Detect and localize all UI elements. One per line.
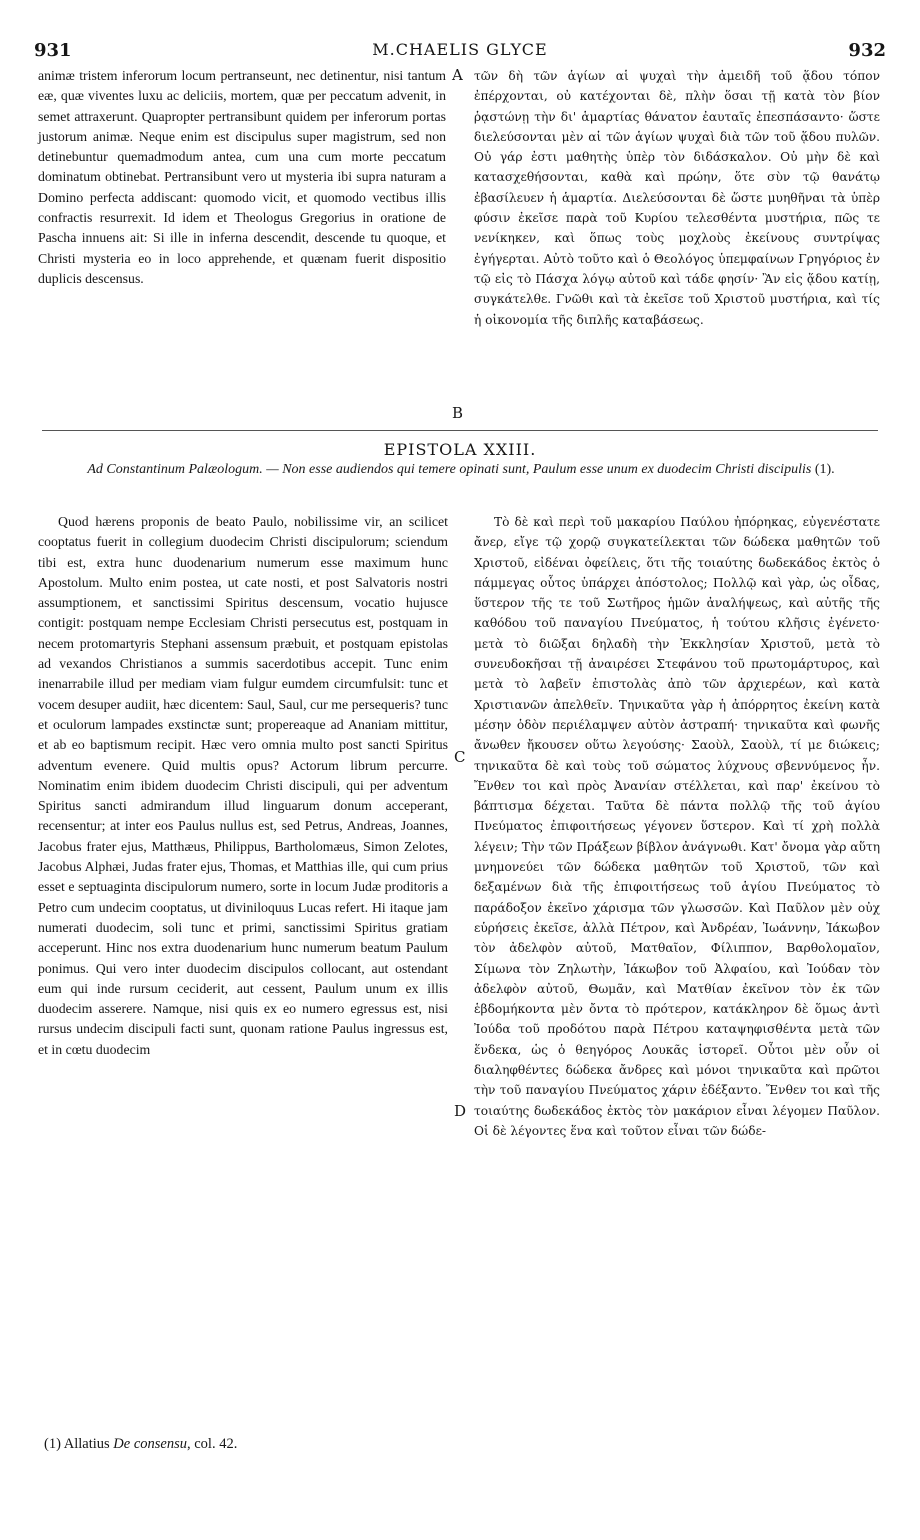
body-greek-column — [474, 512, 880, 1141]
section-divider — [42, 430, 878, 431]
top-greek-text: τῶν δὴ τῶν ἁγίων αἱ ψυχαὶ τὴν ἀμειδῆ τοῦ ᾅδου τόπον ἐπέρχονται, οὐ κατέχονται δὲ, πλὴν ὅσαι τῇ κατὰ τὸν βίον ῥᾳστώνῃ τὴν δι' ἁμαρτίας θάνατον ἐαυταῖς ἐπεσπάσαντο· ὥστε διελεύσονται μὲν αἱ τῶν ἁγίων ψυχαὶ διὰ τῶν τοῦ ᾅδου πυλῶν. Οὐ γάρ ἐστι μαθητὴς ὑπὲρ τὸν διδάσκαλον. Οὐ μὴν δὲ καὶ κατασχεθήσονται, καθὰ καὶ πρώην, ὅτε σὺν τῷ θανάτῳ ἐβασίλευεν ἡ ἁμαρτία. Διελεύσονται δὲ ὥστε μυηθῆναι τὰ ὑπὲρ φύσιν ἐκεῖσε παρὰ τοῦ Κυρίου τελεσθέντα μυστήρια, πῶς τε νενίκηκεν, καὶ ὅπως τοὺς μοχλοὺς ἐκείνους συντρίψας ἐγήγερται. Αὐτὸ τοῦτο καὶ ὁ Θεολόγος ὑπεμφαίνων Γρηγόριος ἐν τῷ εἰς τὸ Πάσχα λόγῳ αὐτοῦ καὶ τάδε φησίν· Ἂν εἰς ᾅδου κατίῃ, συγκάτελθε. Γνῶθι καὶ τὰ ἐκεῖσε τοῦ Χριστοῦ μυστήρια, καὶ τίς ἡ οἰκονομία τῆς διπλῆς καταβάσεως. — [474, 69, 880, 327]
top-greek-column — [474, 66, 880, 330]
epistola-summary-text: Ad Constantinum Palæologum. — Non esse audiendos qui temere opinati sunt, Paulum esse unum ex duodecim Christi discipulis — [87, 462, 812, 477]
epistola-summary-note: (1). — [811, 462, 835, 477]
page-header — [34, 40, 886, 66]
top-latin-text: animæ tristem inferorum locum pertranseunt, nec detinentur, nisi tantum eæ, quæ viventes luxu ac deliciis, mortem, quæ per peccatum advenit, in semet attraxerunt. Quapropter pertransibunt quidem per inferorum portas justorum animæ. Neque enim est discipulus super magistrum, sed non detinebuntur quemadmodum antea, cum una cum morte peccatum dominatum obtinebat. Pertransibunt vero ut mysteria ibi supra naturam a Domino perfecta addiscant: quomodo vicit, et quomodo vectibus illis confractis resurrexit. Id idem et Theologus Gregorius in oratione de Pascha innuens ait: Si ille in inferna descendit, descende tu quoque, et Christi mysteria eo in loco apprehende, et quænam fuerit dispositio duplicis descensus. — [38, 68, 446, 286]
body-latin-column — [38, 512, 448, 1060]
body-latin-text: Quod hærens proponis de beato Paulo, nobilissime vir, an scilicet cooptatus fuerit in collegium duodecim Christi discipulorum; sciendum tibi est, extra hunc duodenarium numerum esse maximum hunc Apostolum. Multo enim postea, ut cate nosti, et post Salvatoris nostri assumptionem, et sanctissimi Spiritus descensum, vocatio hujusce contigit: postquam nempe Ecclesiam Christi persecutus est, postquam in necem protomartyris Stephani assensum præbuit, et postquam epistolas ad vexandos Christianos a summis sacerdotibus accepit. Tunc enim inenarrabile illud per mediam viam fulgur eumdem circumfulsit: tunc et vocem desuper audiit, hæc dicentem: Saul, Saul, cur me persequeris? tunc et oculorum lampades exstinctæ sunt; propereaque ad Ananiam mittitur, et ab eo baptismum recipit. Hæc vero omnia multo post sancti Spiritus adventum evenere. Quid multis opus? Actorum librum percurre. Nominatim enim ibidem duodecim Christi discipuli, qui per adventum Spiritus sancti admirandum illud linguarum donum acceperant, recensentur; at inter eos Paulus nullus est, sed Petrus, Andreas, Joannes, Jacobus frater ejus, Matthæus, Philippus, Bartholomæus, Simon Zelotes, Jacobus Alphæi, Judas frater ejus, Thomas, et Matthias ille, qui cum prius esset e septuaginta discipulorum numero, sorte in locum Judæ proditoris a Petro cum undecim cooptatus, ut diviniloquus Lucas refert. Hi itaque jam numerati duodecim, soli tunc et primi, sanctissimi Spiritus gratiam acceperunt. Hinc nos extra duodenarium hunc numerum beatum Paulum ponimus. Qui vero inter duodecim discipulos collocant, aut ostendant eum qui inde rursum ceciderit, aut cessent, Paulum unum ex illis duodecim asserere. Namque, nisi quis ex eo numero egressus est, nisi rursus undecim discipuli facti sunt, quonam ratione Paulus ingressus est, et in cœtu duodecim — [38, 514, 448, 1057]
footnote-work: De consensu — [113, 1436, 187, 1452]
margin-marker-d: D — [454, 1102, 467, 1120]
epistola-title: EPISTOLA XXIII. — [383, 440, 537, 459]
top-latin-column — [38, 66, 446, 289]
footnote — [44, 1436, 237, 1453]
footnote-mark: (1) Allatius — [44, 1436, 114, 1452]
running-title: M.CHAELIS GLYCE — [372, 40, 548, 59]
footnote-rest: , col. 42. — [186, 1436, 238, 1452]
margin-marker-a: A — [452, 66, 463, 84]
margin-marker-b: B — [452, 404, 464, 422]
margin-marker-c: C — [454, 748, 466, 766]
epistola-summary — [42, 462, 880, 478]
right-page-number: 932 — [848, 40, 886, 61]
left-page-number: 931 — [34, 40, 72, 61]
body-greek-text: Τὸ δὲ καὶ περὶ τοῦ μακαρίου Παύλου ἠπόρηκας, εὐγενέστατε ἄνερ, εἴγε τῷ χορῷ συγκατείλεκται τῶν δώδεκα μαθητῶν τοῦ Χριστοῦ, εἰδέναι ὀφείλεις, ὅτι τῆς τοιαύτης δωδεκάδος ἐκτὸς ὁ πάμμεγας οὗτος ὑπάρχει ἀπόστολος; Πολλῷ καὶ γὰρ, ὡς οἶδας, ὕστερον τῆς τε τοῦ Σωτῆρος ἡμῶν ἀναλήψεως, καὶ αὐτῆς τῆς καθόδου τοῦ παναγίου Πνεύματος, ἡ τούτου κλῆσις ἐγένετο· μετὰ τὸ διῶξαι δηλαδὴ τὴν Ἐκκλησίαν Χριστοῦ, μετὰ τὸ συνευδοκῆσαι τῇ ἀναιρέσει Στεφάνου τοῦ πρωτομάρτυρος, καὶ μετὰ τὸ λαβεῖν ἐπιστολὰς ἀπὸ τῶν ἀρχιερέων, καὶ κατὰ Χριστιανῶν ἀπελθεῖν. Τηνικαῦτα γὰρ ἡ ἀπόρρητος ἐκείνη κατὰ μέσην ὁδὸν περιέλαμψεν αὐτὸν ἀστραπή· τηνικαῦτα καὶ φωνῆς ἄνωθεν ἤκουσεν οὕτω λεγούσης· Σαοὺλ, Σαοὺλ, τί με διώκεις; τηνικαῦτα δὲ καὶ τοὺς τοῦ σώματος λύχνους σβεννύμενος ἦν. Ἔνθεν τοι καὶ πρὸς Ἀνανίαν στέλλεται, καὶ παρ' ἐκείνου τὸ βάπτισμα δέχεται. Ταῦτα δὲ πάντα πολλῷ τῆς τοῦ ἁγίου Πνεύματος ἐπιφοιτήσεως γέγονεν ὕστερον. Καὶ τί χρὴ πολλὰ λέγειν; Τὴν τῶν Πράξεων βίβλον ἀνάγνωθι. Κατ' ὄνομα γὰρ αὕτη μνημονεύει τῶν δώδεκα μαθητῶν τοῦ Χριστοῦ, τῶν καὶ δεξαμένων διὰ τῆς ἐπιφοιτήσεως τοῦ ἁγίου Πνεύματος τὸ παράδοξον ἐκεῖνο χάρισμα τῶν γλωσσῶν. Καὶ Παῦλον μὲν οὐχ εὑρήσεις ἐκεῖσε, ἀλλὰ Πέτρον, καὶ Ἀνδρέαν, Ἰωάννην, Ἰάκωβον τὸν ἀδελφὸν αὐτοῦ, Ματθαῖον, Φίλιππον, Βαρθολομαῖον, Σίμωνα τὸν Ζηλωτὴν, Ἰάκωβον τοῦ Ἀλφαίου, καὶ Ἰούδαν τὸν ἀδελφὸν αὐτοῦ, Θωμᾶν, καὶ Ματθίαν ἐκεῖνον τὸν ἐκ τῶν ἑβδομήκοντα μὲν ὄντα τὸ πρότερον, κατάκληρον δὲ ὅμως ἀντὶ Ἰούδα τοῦ προδότου παρὰ Πέτρου καταψηφισθέντα μετὰ τῶν ἕνδεκα, ὡς ὁ θεηγόρος Λουκᾶς ἱστορεῖ. Οὗτοι μὲν οὖν οἱ διαληφθέντες δώδεκα ἄνδρες καὶ μόνοι τηνικαῦτα καὶ πρῶτοι τὴν τοῦ παναγίου Πνεύματος χάριν ἐδέξαντο. Ἔνθεν τοι καὶ τῆς τοιαύτης δωδεκάδος ἐκτὸς τὸν μακάριον εἶναι λέγομεν Παῦλον. Οἱ δὲ λέγοντες ἕνα καὶ τοῦτον εἶναι τῶν δώδε- — [474, 515, 880, 1138]
